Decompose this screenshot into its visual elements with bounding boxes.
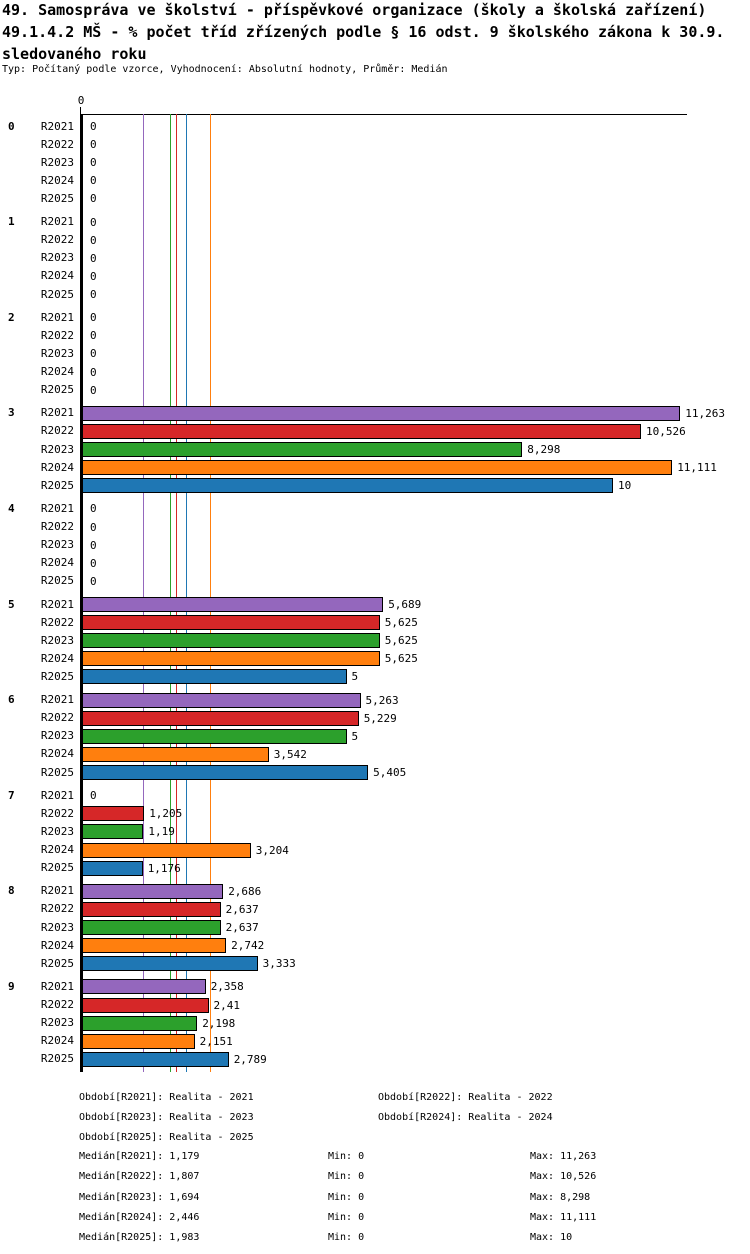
value-label-2-R2021: 0 (90, 311, 97, 325)
chart-title-line-1: 49. Samospráva ve školství - příspěvkové organizace (školy a školská zařízení) (2, 1, 707, 19)
value-label-5-R2024: 5,625 (384, 652, 418, 666)
row-label-5-R2024: R2024 (40, 651, 74, 665)
bar-7-R2023 (82, 824, 143, 839)
bar-5-R2023 (82, 633, 380, 648)
row-label-0-R2025: R2025 (40, 191, 74, 205)
stat-median-R2022: Medián[R2022]: 1,807 (79, 1171, 200, 1183)
group-label-4: 4 (8, 501, 15, 515)
value-label-7-R2021: 0 (90, 789, 97, 803)
bar-6-R2021 (82, 693, 361, 708)
row-label-9-R2025: R2025 (40, 1052, 74, 1066)
legend-item-R2023: Období[R2023]: Realita - 2023 (79, 1112, 254, 1123)
group-label-5: 5 (8, 597, 15, 611)
value-label-9-R2023: 2,198 (202, 1016, 236, 1030)
value-label-0-R2023: 0 (90, 156, 97, 170)
value-label-5-R2023: 5,625 (384, 634, 418, 648)
row-label-4-R2024: R2024 (40, 556, 74, 570)
row-label-9-R2022: R2022 (40, 998, 74, 1011)
row-label-6-R2025: R2025 (40, 765, 74, 779)
value-label-6-R2022: 5,229 (363, 711, 397, 725)
row-label-7-R2022: R2022 (40, 806, 74, 820)
row-label-4-R2021: R2021 (40, 501, 74, 515)
group-label-2: 2 (8, 310, 15, 324)
value-label-6-R2025: 5,405 (373, 766, 407, 779)
row-label-4-R2023: R2023 (40, 538, 74, 552)
value-label-2-R2022: 0 (90, 329, 97, 343)
row-label-2-R2025: R2025 (40, 383, 74, 397)
row-label-2-R2023: R2023 (40, 346, 74, 360)
value-label-7-R2025: 1,176 (147, 861, 181, 875)
row-label-0-R2024: R2024 (40, 173, 74, 187)
group-label-9: 9 (8, 979, 15, 993)
bar-5-R2025 (82, 669, 347, 684)
row-label-5-R2022: R2022 (40, 615, 74, 629)
stat-min-R2025: Min: 0 (328, 1232, 365, 1244)
bar-9-R2021 (82, 979, 206, 994)
bar-6-R2025 (82, 765, 368, 780)
value-label-5-R2025: 5 (351, 670, 359, 684)
value-label-1-R2023: 0 (90, 251, 97, 265)
stat-min-R2024: Min: 0 (328, 1212, 365, 1223)
stat-max-R2024: Max: 11,111 (530, 1212, 597, 1223)
group-label-0: 0 (8, 119, 15, 133)
value-label-0-R2021: 0 (90, 120, 97, 133)
row-label-0-R2023: R2023 (40, 155, 74, 169)
bar-6-R2023 (82, 729, 347, 744)
row-label-3-R2021: R2021 (40, 406, 74, 420)
bar-8-R2021 (82, 884, 223, 899)
row-label-8-R2021: R2021 (40, 884, 74, 898)
row-label-6-R2023: R2023 (40, 729, 74, 743)
row-label-1-R2021: R2021 (40, 215, 74, 229)
bar-8-R2022 (82, 902, 221, 917)
row-label-7-R2023: R2023 (40, 824, 74, 838)
value-label-4-R2023: 0 (90, 538, 97, 552)
row-label-1-R2022: R2022 (40, 233, 74, 247)
row-label-9-R2023: R2023 (40, 1016, 74, 1030)
bar-9-R2023 (82, 1016, 197, 1031)
value-label-4-R2025: 0 (90, 574, 97, 588)
stat-min-R2021: Min: 0 (328, 1151, 365, 1162)
value-label-7-R2024: 3,204 (255, 843, 289, 857)
row-label-8-R2025: R2025 (40, 956, 74, 970)
stat-max-R2025: Max: 10 (530, 1232, 573, 1244)
row-label-9-R2021: R2021 (40, 979, 74, 993)
value-label-3-R2021: 11,263 (685, 406, 726, 420)
stat-max-R2022: Max: 10,526 (530, 1171, 597, 1183)
row-label-0-R2022: R2022 (40, 137, 74, 151)
value-label-2-R2025: 0 (90, 383, 97, 397)
row-label-5-R2025: R2025 (40, 669, 74, 683)
value-label-3-R2022: 10,526 (646, 424, 686, 438)
value-label-1-R2024: 0 (90, 269, 97, 283)
row-label-7-R2021: R2021 (40, 788, 74, 802)
row-label-1-R2024: R2024 (40, 269, 74, 283)
row-label-2-R2022: R2022 (40, 328, 74, 342)
value-label-0-R2025: 0 (90, 192, 97, 206)
bar-9-R2025 (82, 1052, 229, 1067)
bar-6-R2024 (82, 747, 269, 762)
row-label-7-R2024: R2024 (40, 843, 74, 856)
bar-9-R2022 (82, 998, 209, 1013)
row-label-3-R2025: R2025 (40, 478, 74, 492)
value-label-8-R2024: 2,742 (231, 939, 265, 953)
value-label-4-R2024: 0 (90, 556, 97, 570)
value-label-8-R2021: 2,686 (228, 884, 262, 898)
value-label-2-R2024: 0 (90, 365, 97, 379)
row-label-5-R2021: R2021 (40, 597, 74, 611)
value-label-5-R2022: 5,625 (384, 616, 418, 630)
value-label-6-R2024: 3,542 (273, 747, 307, 761)
value-label-2-R2023: 0 (90, 347, 97, 361)
legend-item-R2025: Období[R2025]: Realita - 2025 (79, 1132, 254, 1143)
value-label-9-R2021: 2,358 (210, 980, 244, 994)
value-label-8-R2025: 3,333 (262, 957, 296, 971)
legend-item-R2021: Období[R2021]: Realita - 2021 (79, 1092, 254, 1103)
chart-title-line-2: 49.1.4.2 MŠ - % počet tříd zřízených podle § 16 odst. 9 školského zákona k 30.9. (2, 23, 725, 41)
row-label-5-R2023: R2023 (40, 633, 74, 647)
row-label-4-R2022: R2022 (40, 520, 74, 533)
value-label-3-R2025: 10 (618, 479, 632, 493)
bar-3-R2022 (82, 424, 641, 439)
row-label-6-R2021: R2021 (40, 693, 74, 707)
value-label-9-R2025: 2,789 (233, 1052, 267, 1066)
row-label-3-R2024: R2024 (40, 460, 74, 474)
value-label-3-R2024: 11,111 (677, 461, 717, 475)
chart-subtitle: Typ: Počítaný podle vzorce, Vyhodnocení: Absolutní hodnoty, Průměr: Medián (2, 64, 448, 75)
group-label-6: 6 (8, 693, 15, 707)
bar-8-R2023 (82, 920, 221, 935)
legend-item-R2024: Období[R2024]: Realita - 2024 (378, 1112, 553, 1123)
row-label-7-R2025: R2025 (40, 861, 74, 875)
bar-7-R2024 (82, 843, 251, 858)
bar-9-R2024 (82, 1034, 195, 1049)
stat-max-R2021: Max: 11,263 (530, 1151, 597, 1162)
bar-7-R2025 (82, 861, 143, 876)
row-label-4-R2025: R2025 (40, 574, 74, 588)
row-label-8-R2023: R2023 (40, 920, 74, 934)
stat-max-R2023: Max: 8,298 (530, 1191, 591, 1203)
row-label-1-R2023: R2023 (40, 251, 74, 265)
row-label-6-R2022: R2022 (40, 711, 74, 725)
row-label-8-R2022: R2022 (40, 902, 74, 916)
row-label-1-R2025: R2025 (40, 287, 74, 301)
value-label-4-R2022: 0 (90, 520, 97, 534)
value-label-1-R2022: 0 (90, 233, 97, 247)
row-label-3-R2022: R2022 (40, 424, 74, 438)
chart-title-line-3: sledovaného roku (2, 45, 147, 63)
bar-3-R2025 (82, 478, 613, 493)
group-label-7: 7 (8, 788, 15, 802)
value-label-6-R2023: 5 (351, 729, 359, 743)
stat-median-R2021: Medián[R2021]: 1,179 (79, 1151, 200, 1162)
value-label-9-R2024: 2,151 (199, 1034, 233, 1048)
bar-8-R2024 (82, 938, 226, 953)
value-label-5-R2021: 5,689 (388, 598, 422, 611)
value-label-7-R2022: 1,205 (149, 807, 183, 821)
stat-median-R2024: Medián[R2024]: 2,446 (79, 1212, 200, 1223)
bar-3-R2023 (82, 442, 522, 457)
value-label-7-R2023: 1,19 (148, 825, 175, 839)
bar-5-R2024 (82, 651, 380, 666)
value-label-6-R2021: 5,263 (365, 693, 399, 707)
bar-8-R2025 (82, 956, 258, 971)
value-label-1-R2021: 0 (90, 215, 97, 229)
value-label-1-R2025: 0 (90, 288, 97, 301)
stat-min-R2023: Min: 0 (328, 1191, 365, 1203)
bar-7-R2022 (82, 806, 144, 821)
row-label-9-R2024: R2024 (40, 1034, 74, 1048)
value-axis-tick-label: 0 (77, 94, 85, 107)
value-label-0-R2022: 0 (90, 138, 97, 152)
bar-3-R2021 (82, 406, 680, 421)
value-label-8-R2022: 2,637 (225, 902, 259, 916)
value-label-3-R2023: 8,298 (527, 443, 561, 456)
group-label-8: 8 (8, 884, 15, 898)
row-label-2-R2024: R2024 (40, 365, 74, 378)
value-label-4-R2021: 0 (90, 502, 97, 516)
stat-median-R2023: Medián[R2023]: 1,694 (79, 1191, 200, 1203)
legend-item-R2022: Období[R2022]: Realita - 2022 (378, 1092, 553, 1103)
row-label-3-R2023: R2023 (40, 442, 74, 456)
bar-5-R2022 (82, 615, 380, 630)
value-label-0-R2024: 0 (90, 174, 97, 188)
stat-median-R2025: Medián[R2025]: 1,983 (79, 1232, 200, 1244)
bar-6-R2022 (82, 711, 359, 726)
bar-3-R2024 (82, 460, 672, 475)
row-label-8-R2024: R2024 (40, 938, 74, 952)
row-label-2-R2021: R2021 (40, 310, 74, 324)
bar-5-R2021 (82, 597, 383, 612)
value-label-8-R2023: 2,637 (225, 921, 259, 934)
group-label-3: 3 (8, 406, 15, 420)
stat-min-R2022: Min: 0 (328, 1171, 365, 1183)
value-label-9-R2022: 2,41 (213, 998, 240, 1012)
group-label-1: 1 (8, 215, 15, 229)
row-label-6-R2024: R2024 (40, 747, 74, 761)
row-label-0-R2021: R2021 (40, 119, 74, 133)
